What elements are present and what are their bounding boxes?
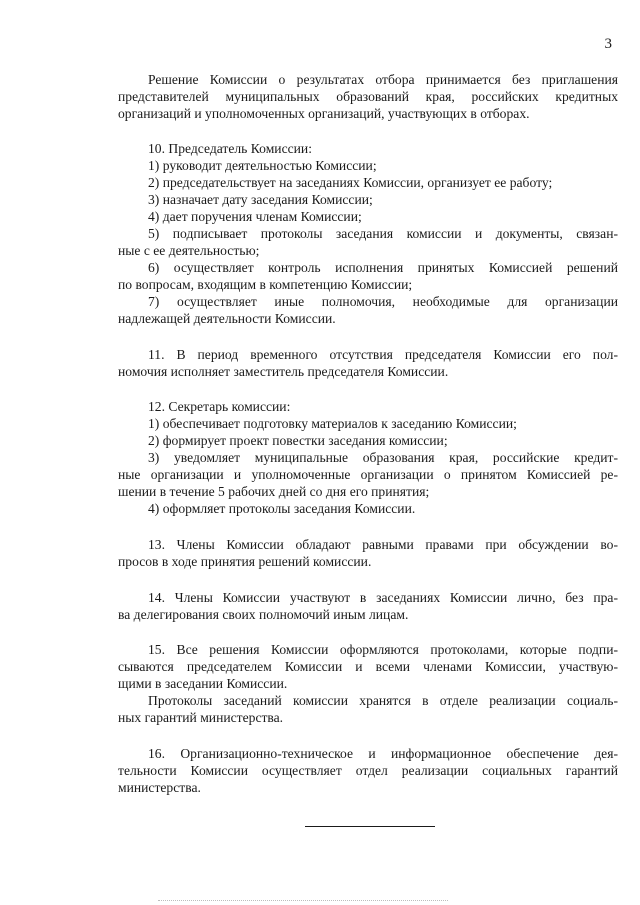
text-line: тельности Комиссии осуществляет отдел реализации социальных гарантий [118, 763, 618, 778]
text-line: Решение Комиссии о результатах отбора принимается без приглашения [148, 72, 618, 87]
text-line: 4) дает поручения членам Комиссии; [148, 209, 362, 224]
text-line: 7) осуществляет иные полномочия, необходимые для организации [148, 294, 618, 309]
text-line: 2) формирует проект повестки заседания комиссии; [148, 433, 448, 448]
text-line: Протоколы заседаний комиссии хранятся в отделе реализации социаль- [148, 693, 618, 708]
text-line: ных гарантий министерства. [118, 710, 284, 725]
text-line: 1) руководит деятельностью Комиссии; [148, 158, 377, 173]
text-line: по вопросам, входящим в компетенцию Комиссии; [118, 277, 413, 292]
text-line: организаций и уполномоченных организаций, участвующих в отборах. [118, 106, 530, 121]
text-line: 13. Члены Комиссии обладают равными правами при обсуждении во- [148, 537, 618, 552]
text-line: 2) председательствует на заседаниях Комиссии, организует ее работу; [148, 175, 553, 190]
page-number: 3 [604, 36, 612, 52]
text-line: просов в ходе принятия решений комиссии. [118, 554, 372, 569]
text-line: 6) осуществляет контроль исполнения принятых Комиссией решений [148, 260, 618, 275]
text-line: министерства. [118, 780, 201, 795]
text-line: номочия исполняет заместитель председателя Комиссии. [118, 364, 449, 379]
text-line: 4) оформляет протоколы заседания Комиссии. [148, 501, 416, 516]
text-line: 3) уведомляет муниципальные образования края, российские кредит- [148, 450, 618, 465]
text-line: щими в заседании Комиссии. [118, 676, 288, 691]
end-separator-line [305, 826, 435, 827]
text-line: 16. Организационно-техническое и информационное обеспечение дея- [148, 746, 618, 761]
text-line: надлежащей деятельности Комиссии. [118, 311, 336, 326]
text-line: 5) подписывает протоколы заседания комиссии и документы, связан- [148, 226, 618, 241]
scan-artifact [158, 900, 448, 901]
text-line: сываются председателем Комиссии и всеми членами Комиссии, участвую- [118, 659, 618, 674]
text-line: 3) назначает дату заседания Комиссии; [148, 192, 373, 207]
text-line: ные организации и уполномоченные организации о принятом Комиссией ре- [118, 467, 618, 482]
text-line: ные с ее деятельностью; [118, 243, 260, 258]
text-line: 15. Все решения Комиссии оформляются протоколами, которые подпи- [148, 642, 618, 657]
text-line: шении в течение 5 рабочих дней со дня его принятия; [118, 484, 430, 499]
text-line: 1) обеспечивает подготовку материалов к заседанию Комиссии; [148, 416, 517, 431]
text-line: 12. Секретарь комиссии: [148, 399, 291, 414]
text-line: 11. В период временного отсутствия председателя Комиссии его пол- [148, 347, 618, 362]
text-line: представителей муниципальных образований края, российских кредитных [118, 89, 618, 104]
text-line: ва делегирования своих полномочий иным лицам. [118, 607, 409, 622]
text-line: 10. Председатель Комиссии: [148, 141, 312, 156]
text-line: 14. Члены Комиссии участвуют в заседаниях Комиссии лично, без пра- [148, 590, 618, 605]
